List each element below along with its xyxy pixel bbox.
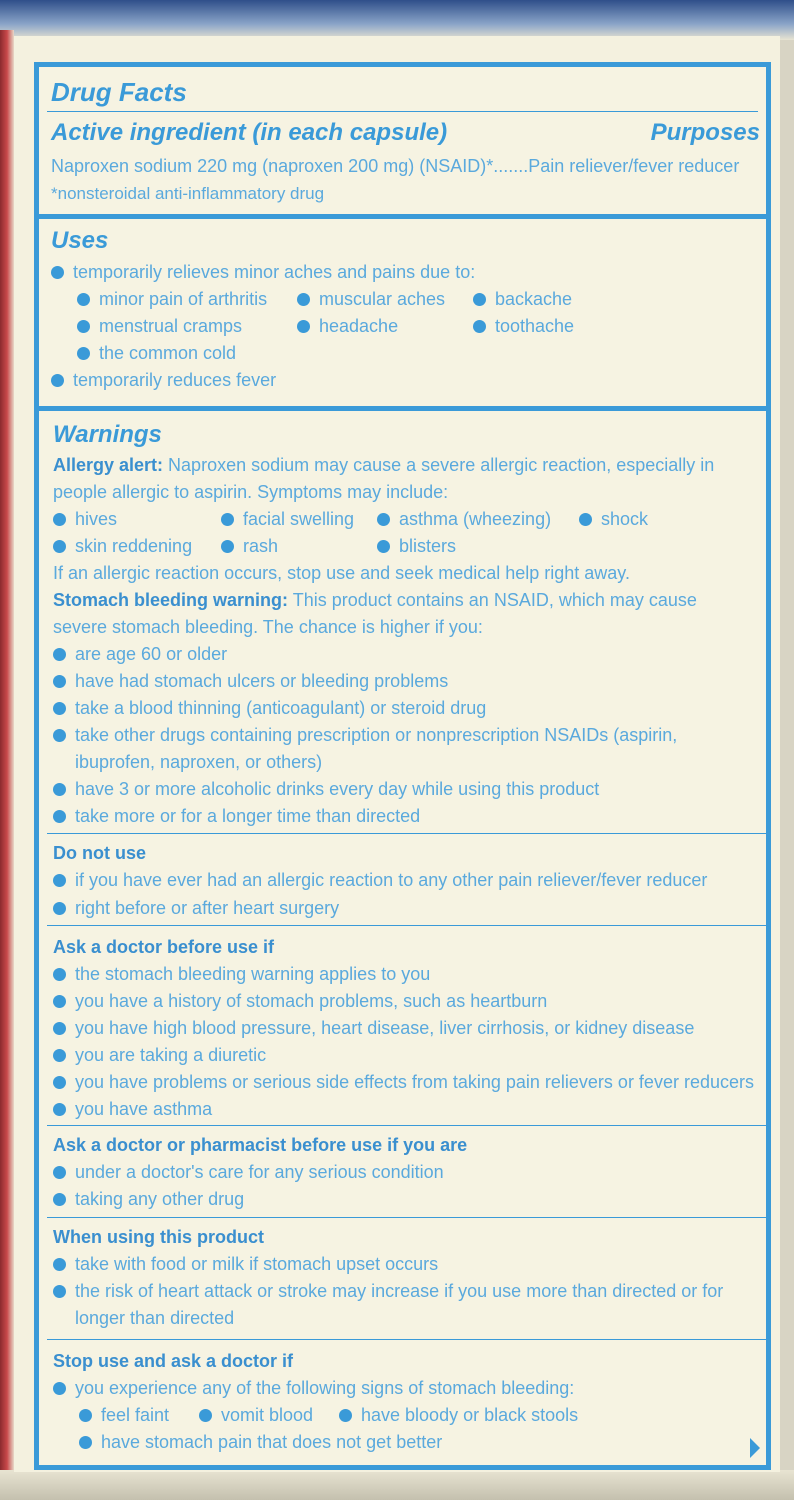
drug-facts-panel bbox=[14, 36, 780, 1472]
section-active-ingredient bbox=[39, 67, 766, 219]
stomach-item: take more or for a longer time than directed bbox=[75, 806, 421, 826]
section-ask-doctor bbox=[47, 925, 766, 1125]
ask-doctor-item: you have problems or serious side effects from taking pain relievers or fever reducers bbox=[75, 1072, 754, 1092]
active-ingredient-heading: Active ingredient (in each capsule) bbox=[51, 119, 448, 146]
ask-pharmacist-heading: Ask a doctor or pharmacist before use if you are bbox=[53, 1135, 468, 1155]
stop-use-item: you experience any of the following signs of stomach bleeding: bbox=[75, 1378, 575, 1398]
drug-facts-frame bbox=[34, 62, 771, 1470]
symptom-item: rash bbox=[243, 536, 279, 556]
uses-sub-item: toothache bbox=[495, 316, 575, 336]
do-not-use-heading: Do not use bbox=[53, 843, 146, 863]
warnings-heading: Warnings bbox=[53, 421, 162, 448]
symptom-item: hives bbox=[75, 509, 118, 529]
bullet-icon bbox=[77, 293, 90, 306]
bullet-icon bbox=[53, 1382, 66, 1395]
bullet-icon bbox=[53, 1049, 66, 1062]
ask-doctor-item: you have asthma bbox=[75, 1099, 213, 1119]
bullet-icon bbox=[53, 1103, 66, 1116]
allergy-alert-line bbox=[53, 454, 714, 476]
purposes-heading: Purposes bbox=[650, 119, 760, 146]
stomach-warning-line bbox=[53, 589, 697, 611]
stomach-item: take a blood thinning (anticoagulant) or steroid drug bbox=[75, 698, 487, 718]
uses-sub-item: backache bbox=[495, 289, 573, 309]
drug-facts-title: Drug Facts bbox=[51, 77, 187, 107]
allergy-after-text: If an allergic reaction occurs, stop use and seek medical help right away. bbox=[53, 563, 630, 583]
allergy-alert-text: Naproxen sodium may cause a severe allergic reaction, especially in bbox=[163, 455, 715, 475]
bullet-icon bbox=[53, 902, 66, 915]
bullet-icon bbox=[53, 1285, 66, 1298]
bullet-icon bbox=[53, 702, 66, 715]
section-do-not-use bbox=[47, 833, 766, 925]
bullet-icon bbox=[79, 1436, 92, 1449]
uses-sub-item: muscular aches bbox=[319, 289, 446, 309]
stomach-warning-text: This product contains an NSAID, which may cause bbox=[288, 590, 697, 610]
bullet-icon bbox=[199, 1409, 212, 1422]
ask-doctor-heading: Ask a doctor before use if bbox=[53, 937, 275, 957]
uses-heading: Uses bbox=[51, 227, 109, 254]
bullet-icon bbox=[297, 293, 310, 306]
bullet-icon bbox=[473, 293, 486, 306]
symptom-item: shock bbox=[601, 509, 649, 529]
bullet-icon bbox=[51, 374, 64, 387]
bullet-icon bbox=[377, 540, 390, 553]
bullet-icon bbox=[53, 874, 66, 887]
continue-arrow-icon bbox=[750, 1438, 760, 1458]
bullet-icon bbox=[53, 1258, 66, 1271]
nsaid-footnote: *nonsteroidal anti-inflammatory drug bbox=[51, 184, 325, 203]
uses-sub-item: minor pain of arthritis bbox=[99, 289, 268, 309]
stomach-item: ibuprofen, naproxen, or others) bbox=[75, 752, 323, 772]
symptom-item: asthma (wheezing) bbox=[399, 509, 552, 529]
bullet-icon bbox=[51, 266, 64, 279]
allergy-alert-text: people allergic to aspirin. Symptoms may include: bbox=[53, 482, 449, 502]
uses-sub-item: headache bbox=[319, 316, 399, 336]
when-using-item: the risk of heart attack or stroke may increase if you use more than directed or for bbox=[75, 1281, 724, 1301]
stop-use-heading: Stop use and ask a doctor if bbox=[53, 1351, 294, 1371]
bullet-icon bbox=[53, 675, 66, 688]
stop-use-sub-item: have stomach pain that does not get better bbox=[101, 1432, 443, 1452]
bullet-icon bbox=[53, 810, 66, 823]
box-side-edge bbox=[0, 30, 14, 1470]
symptom-item: blisters bbox=[399, 536, 457, 556]
bullet-icon bbox=[77, 320, 90, 333]
stomach-item: are age 60 or older bbox=[75, 644, 228, 664]
section-warnings bbox=[39, 411, 766, 1470]
bullet-icon bbox=[53, 1193, 66, 1206]
do-not-use-item: right before or after heart surgery bbox=[75, 898, 340, 918]
stop-use-sub-item: have bloody or black stools bbox=[361, 1405, 579, 1425]
stomach-warning-label: Stomach bleeding warning: bbox=[53, 590, 289, 610]
uses-sub-item: the common cold bbox=[99, 343, 237, 363]
do-not-use-item: if you have ever had an allergic reaction to any other pain reliever/fever reducer bbox=[75, 870, 708, 890]
bullet-icon bbox=[53, 783, 66, 796]
bullet-icon bbox=[221, 513, 234, 526]
stomach-item: have had stomach ulcers or bleeding problems bbox=[75, 671, 449, 691]
stop-use-sub-item: feel faint bbox=[101, 1405, 170, 1425]
bullet-icon bbox=[53, 729, 66, 742]
section-stop-use bbox=[47, 1339, 766, 1470]
box-top-edge bbox=[0, 0, 794, 40]
bullet-icon bbox=[79, 1409, 92, 1422]
bullet-icon bbox=[53, 968, 66, 981]
uses-item: temporarily relieves minor aches and pains due to: bbox=[73, 262, 476, 282]
bullet-icon bbox=[221, 540, 234, 553]
bullet-icon bbox=[53, 540, 66, 553]
allergy-alert-label: Allergy alert: bbox=[53, 455, 164, 475]
bullet-icon bbox=[53, 648, 66, 661]
when-using-item: take with food or milk if stomach upset occurs bbox=[75, 1254, 439, 1274]
section-uses bbox=[39, 219, 766, 411]
ask-doctor-item: you have a history of stomach problems, such as heartburn bbox=[75, 991, 548, 1011]
stomach-warning-text: severe stomach bleeding. The chance is higher if you: bbox=[53, 617, 483, 637]
bullet-icon bbox=[579, 513, 592, 526]
divider bbox=[47, 111, 758, 112]
bullet-icon bbox=[297, 320, 310, 333]
uses-item: temporarily reduces fever bbox=[73, 370, 277, 390]
uses-sub-item: menstrual cramps bbox=[99, 316, 243, 336]
ask-doctor-item: you are taking a diuretic bbox=[75, 1045, 267, 1065]
bullet-icon bbox=[339, 1409, 352, 1422]
bullet-icon bbox=[53, 995, 66, 1008]
bullet-icon bbox=[53, 1076, 66, 1089]
ask-doctor-item: the stomach bleeding warning applies to you bbox=[75, 964, 431, 984]
stop-use-sub-item: vomit blood bbox=[221, 1405, 314, 1425]
ask-pharmacist-item: under a doctor's care for any serious condition bbox=[75, 1162, 444, 1182]
box-bottom-edge bbox=[0, 1470, 794, 1500]
symptom-item: facial swelling bbox=[243, 509, 355, 529]
ask-pharmacist-item: taking any other drug bbox=[75, 1189, 245, 1209]
bullet-icon bbox=[53, 513, 66, 526]
section-ask-pharmacist bbox=[47, 1125, 766, 1217]
when-using-heading: When using this product bbox=[53, 1227, 264, 1247]
bullet-icon bbox=[473, 320, 486, 333]
section-when-using bbox=[47, 1217, 766, 1339]
symptom-item: skin reddening bbox=[75, 536, 193, 556]
stomach-item: have 3 or more alcoholic drinks every day while using this product bbox=[75, 779, 600, 799]
when-using-item: longer than directed bbox=[75, 1308, 235, 1328]
bullet-icon bbox=[53, 1022, 66, 1035]
bullet-icon bbox=[377, 513, 390, 526]
bullet-icon bbox=[77, 347, 90, 360]
active-ingredient-line: Naproxen sodium 220 mg (naproxen 200 mg) (NSAID)*.......Pain reliever/fever reducer bbox=[51, 156, 740, 176]
ask-doctor-item: you have high blood pressure, heart disease, liver cirrhosis, or kidney disease bbox=[75, 1018, 695, 1038]
stomach-item: take other drugs containing prescription or nonprescription NSAIDs (aspirin, bbox=[75, 725, 678, 745]
bullet-icon bbox=[53, 1166, 66, 1179]
